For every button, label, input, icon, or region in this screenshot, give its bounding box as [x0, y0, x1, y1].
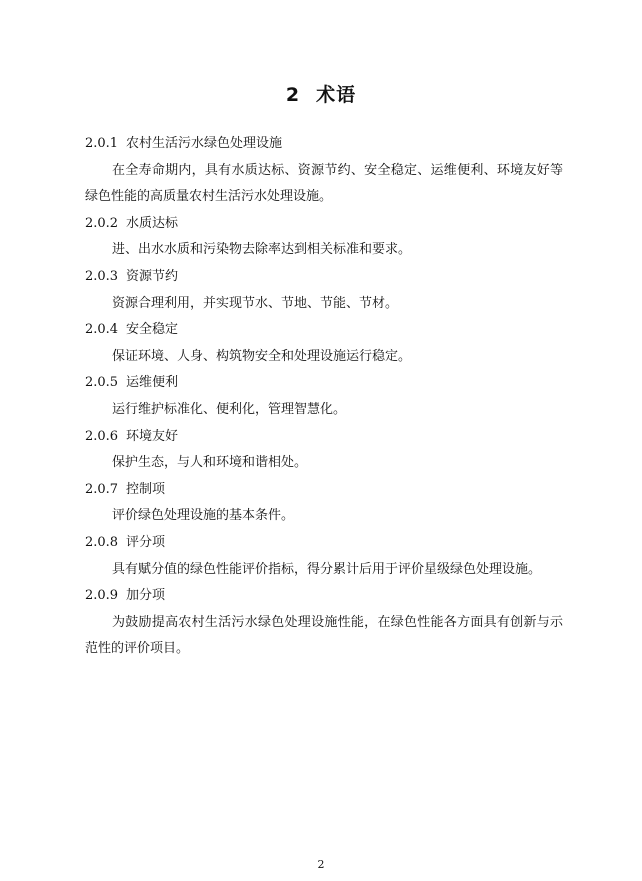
term-number: 2.0.3	[85, 268, 119, 284]
term-heading	[85, 211, 563, 238]
term-definition: 具有赋分值的绿色性能评价指标，得分累计后用于评价星级绿色处理设施。	[112, 561, 542, 577]
term-definition: 运行维护标准化、便利化，管理智慧化。	[112, 401, 347, 417]
term-number: 2.0.4	[85, 322, 119, 338]
term-name: 评分项	[126, 534, 166, 550]
term-number: 2.0.9	[85, 588, 119, 604]
term-number: 2.0.7	[85, 481, 119, 497]
term-item	[85, 477, 563, 530]
term-definition: 保护生态，与人和环境和谐相处。	[112, 455, 308, 471]
term-name: 资源节约	[126, 268, 179, 284]
term-heading	[85, 530, 563, 557]
term-heading	[85, 317, 563, 344]
term-item	[85, 211, 563, 264]
term-name: 安全稳定	[126, 322, 179, 338]
term-number: 2.0.2	[85, 215, 119, 231]
term-item	[85, 317, 563, 370]
term-item	[85, 370, 563, 423]
term-name: 环境友好	[126, 428, 179, 444]
term-definition: 为鼓励提高农村生活污水绿色处理设施性能，在绿色性能各方面具有创新与示范性的评价项目。	[85, 614, 563, 657]
term-name: 控制项	[126, 481, 166, 497]
term-definition: 评价绿色处理设施的基本条件。	[112, 508, 295, 524]
term-heading	[85, 424, 563, 451]
term-name: 农村生活污水绿色处理设施	[126, 136, 283, 151]
term-item	[85, 424, 563, 477]
term-heading	[85, 370, 563, 397]
page-number: 2	[317, 858, 325, 871]
section-heading	[0, 82, 642, 108]
term-number: 2.0.5	[85, 375, 119, 391]
term-number: 2.0.1	[85, 136, 119, 151]
section-title: 术语	[316, 84, 357, 106]
term-name: 加分项	[126, 588, 166, 604]
term-number: 2.0.8	[85, 534, 119, 550]
term-heading	[85, 131, 563, 158]
term-item	[85, 264, 563, 317]
term-heading	[85, 477, 563, 504]
term-definition: 保证环境、人身、构筑物安全和处理设施运行稳定。	[112, 348, 412, 364]
term-number: 2.0.6	[85, 428, 119, 444]
term-name: 水质达标	[126, 215, 179, 231]
terms-list	[85, 131, 563, 663]
term-definition: 资源合理利用，并实现节水、节地、节能、节材。	[112, 295, 399, 311]
term-name: 运维便利	[126, 375, 179, 391]
term-item	[85, 530, 563, 583]
term-item	[85, 131, 563, 211]
term-definition: 在全寿命期内，具有水质达标、资源节约、安全稳定、运维便利、环境友好等绿色性能的高质量农村生活污水处理设施。	[85, 162, 563, 205]
term-definition: 进、出水水质和污染物去除率达到相关标准和要求。	[112, 242, 412, 258]
term-heading	[85, 583, 563, 610]
term-heading	[85, 264, 563, 291]
term-item	[85, 583, 563, 663]
section-number: 2	[285, 84, 301, 106]
